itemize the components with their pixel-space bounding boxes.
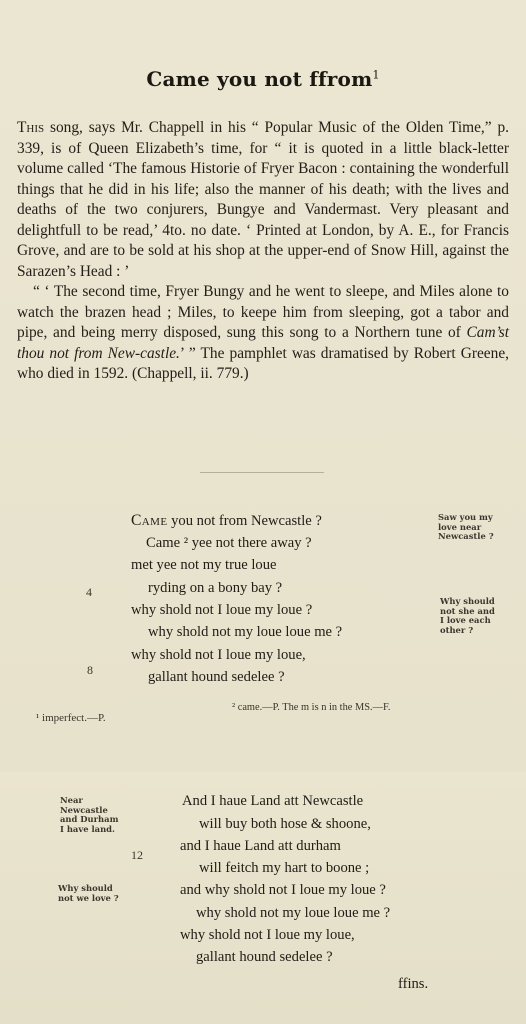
verse-line: [131, 510, 322, 533]
verse-line: and why shold not I loue my loue ?: [180, 882, 386, 898]
verse-line: why shold not my loue loue me ?: [196, 905, 391, 921]
verse-line: gallant hound sedelee ?: [196, 949, 333, 965]
intro-paragraph-2: [17, 282, 509, 385]
verse-line: Came ² yee not there away ?: [146, 535, 312, 551]
verse-line: ryding on a bony bay ?: [148, 580, 283, 596]
intro-text-2b: ’ ” The pamphlet was dramatised by Robert Greene, who died in 1592. (Chappell, ii. 779.): [17, 344, 510, 382]
verse-line: why shold not I loue my loue,: [180, 927, 355, 943]
introduction: [17, 118, 509, 385]
line-number: 8: [87, 663, 93, 677]
tune-name: Cam’st thou not from New-castle.: [17, 324, 509, 362]
verse-line: met yee not my true loue: [131, 557, 277, 573]
line-number: 4: [86, 585, 92, 599]
margin-gloss: Why should not she and I love each other ?: [440, 596, 495, 635]
margin-gloss: Saw you my love near Newcastle ?: [438, 512, 494, 542]
footnote-2: ² came.—P. The m is n in the MS.—F.: [232, 702, 391, 713]
verse-line: why shold not my loue loue me ?: [148, 624, 343, 640]
show-through-text: [150, 4, 154, 20]
intro-paragraph-1: [17, 118, 509, 282]
intro-text-2a: “ ‘ The second time, Fryer Bungy and he went to sleepe, and Miles alone to watch the brazen head ; Miles, to keepe him from sleeping, got a tabor and pipe, and being merry disposed, sung this song to a Northern tune of: [17, 283, 509, 341]
verse-line: gallant hound sedelee ?: [148, 669, 285, 685]
page-lower: [0, 772, 526, 1024]
verse-line: why shold not I loue my loue,: [131, 647, 306, 663]
section-divider: [200, 472, 324, 473]
title-footnote-mark: 1: [372, 68, 380, 82]
verse-initial: Came: [131, 512, 168, 529]
margin-gloss: Why should not we love ?: [58, 883, 119, 903]
verse-line-text: you not from Newcastle ?: [167, 513, 322, 529]
margin-gloss: Near Newcastle and Durham I have land.: [60, 795, 119, 834]
intro-text-1: song, says Mr. Chappell in his “ Popular Music of the Olden Time,” p. 339, is of Queen Elizabeth’s time, for “ it is quoted in a little black-letter volume called ‘The famous Historie of Fryer Bacon : containing the wonderfull things that he did in his life; also the manner of his death; with the lives and deaths of the two conjurers, Bungye and Vandermast. Very pleasant and delightfull to be read,’ 4to. no date. ‘ Printed at London, by A. E., for Francis Grove, and are to be sold at his shop at the upper-end of Snow Hill, against the Sarazen’s Head : ’: [17, 119, 509, 280]
verse-line: and I haue Land att durham: [180, 838, 341, 854]
verse-line: will buy both hose & shoone,: [199, 816, 371, 832]
poem-ending: ffins.: [398, 976, 429, 992]
verse-line: will feitch my hart to boone ;: [199, 860, 370, 876]
line-number: 12: [131, 848, 143, 862]
intro-lead-word: This: [17, 119, 45, 136]
poem-title: [0, 67, 526, 91]
footnote-1: ¹ imperfect.—P.: [36, 712, 106, 724]
verse-line: why shold not I loue my loue ?: [131, 602, 313, 618]
verse-line: And I haue Land att Newcastle: [182, 793, 364, 809]
poem-title-text: Came you not ffrom: [146, 67, 373, 91]
